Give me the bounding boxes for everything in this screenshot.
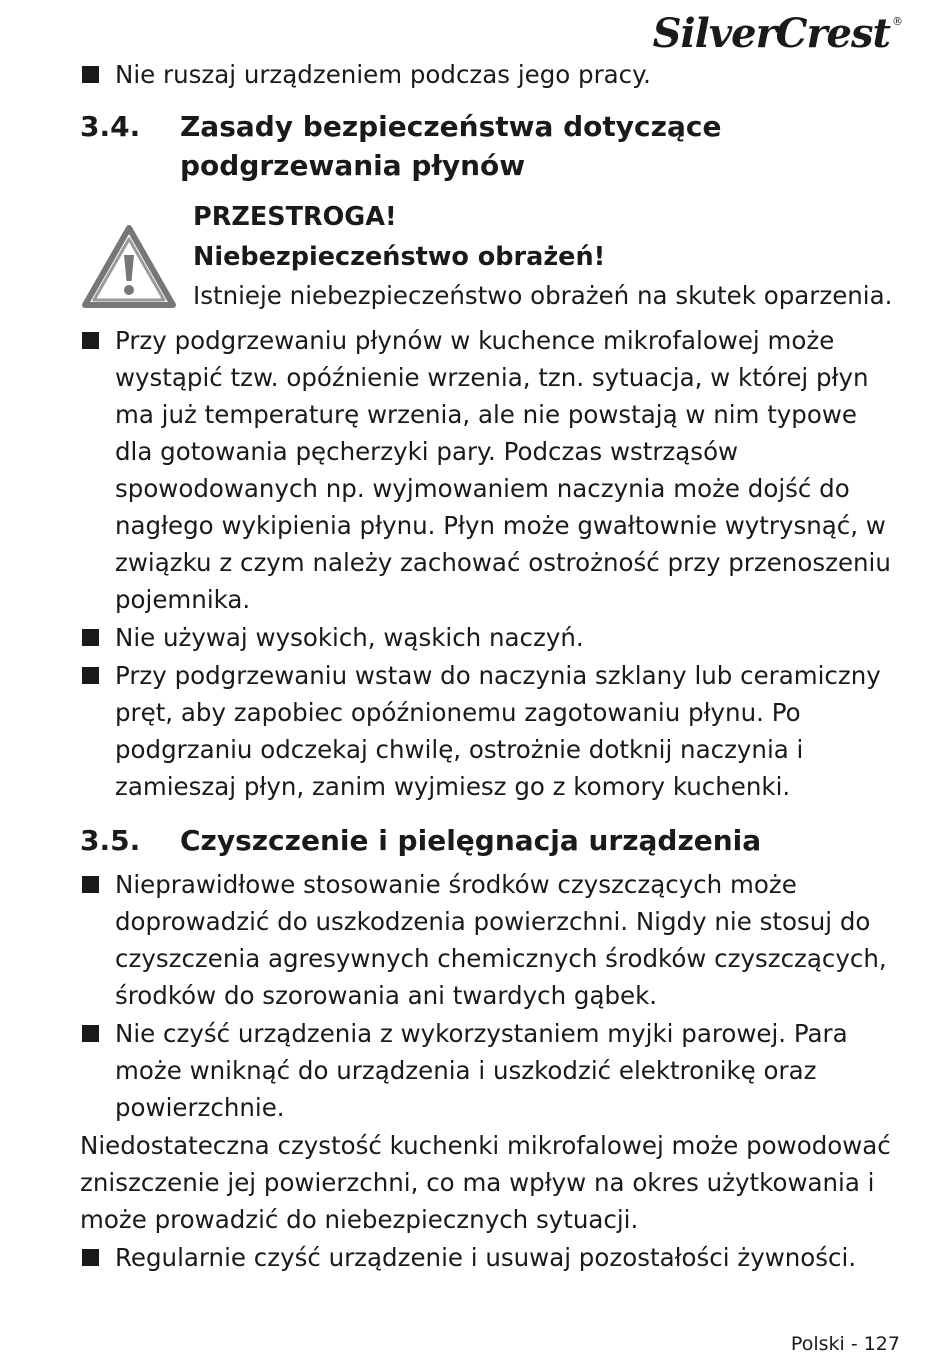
bullet-item: Nie używaj wysokich, wąskich naczyń. xyxy=(80,619,896,656)
bullet-item: Nieprawidłowe stosowanie środków czyszczących może doprowadzić do uszkodzenia powierzchni. Nigdy nie stosuj do czyszczenia agresywnych chemicznych środków czyszczących, środków do szorowania ani twardych gąbek. xyxy=(80,866,896,1014)
caution-block xyxy=(80,197,896,322)
body-paragraph: Niedostateczna czystość kuchenki mikrofalowej może powodować zniszczenie jej powierzchni, co ma wpływ na okres użytkowania i może prowadzić do niebezpiecznych sytuacji. xyxy=(80,1131,891,1234)
section-heading-3-4 xyxy=(80,107,896,185)
warning-triangle-icon xyxy=(80,223,178,315)
section-number: 3.4. xyxy=(80,110,141,143)
page-content xyxy=(80,56,896,1277)
bullet-item: Przy podgrzewaniu płynów w kuchence mikrofalowej może wystąpić tzw. opóźnienie wrzenia, tzn. sytuacja, w której płyn ma już temperaturę wrzenia, ale nie powstają w nim typowe dla gotowania pęcherzyki pary. Podczas wstrząsów spowodowanych np. wyjmowaniem naczynia może dojść do nagłego wykipienia płynu. Płyn może gwałtownie wytrysnąć, w związku z czym należy zachować ostrożność przy przenoszeniu pojemnika. xyxy=(80,322,896,618)
caution-description: Istnieje niebezpieczeństwo obrażeń na skutek oparzenia. xyxy=(193,281,893,310)
caution-text xyxy=(193,197,892,314)
silvercrest-logo xyxy=(653,0,902,56)
bullet-item: Regularnie czyść urządzenie i usuwaj pozostałości żywności. xyxy=(80,1239,896,1276)
bullet-item: Nie czyść urządzenia z wykorzystaniem myjki parowej. Para może wniknąć do urządzenia i uszkodzić elektronikę oraz powierzchnie. xyxy=(80,1015,896,1126)
page-number: Polski - 127 xyxy=(790,1333,900,1355)
section-heading-3-5 xyxy=(80,821,896,860)
section-number: 3.5. xyxy=(80,824,141,857)
hazard-title: Niebezpieczeństwo obrażeń! xyxy=(193,242,606,272)
section-title: Zasady bezpieczeństwa dotyczące podgrzewania płynów xyxy=(180,110,722,182)
section-title: Czyszczenie i pielęgnacja urządzenia xyxy=(180,824,762,857)
caution-title: PRZESTROGA! xyxy=(193,202,397,232)
logo-text: SilverCrest xyxy=(652,10,890,57)
bullet-item: Przy podgrzewaniu wstaw do naczynia szklany lub ceramiczny pręt, aby zapobiec opóźnionemu zagotowaniu płynu. Po podgrzaniu odczekaj chwilę, ostrożnie dotknij naczynia i zamieszaj płyn, zanim wyjmiesz go z komory kuchenki. xyxy=(80,657,896,805)
registered-mark: ® xyxy=(892,15,902,28)
bullet-item: Nie ruszaj urządzeniem podczas jego pracy. xyxy=(80,56,896,93)
